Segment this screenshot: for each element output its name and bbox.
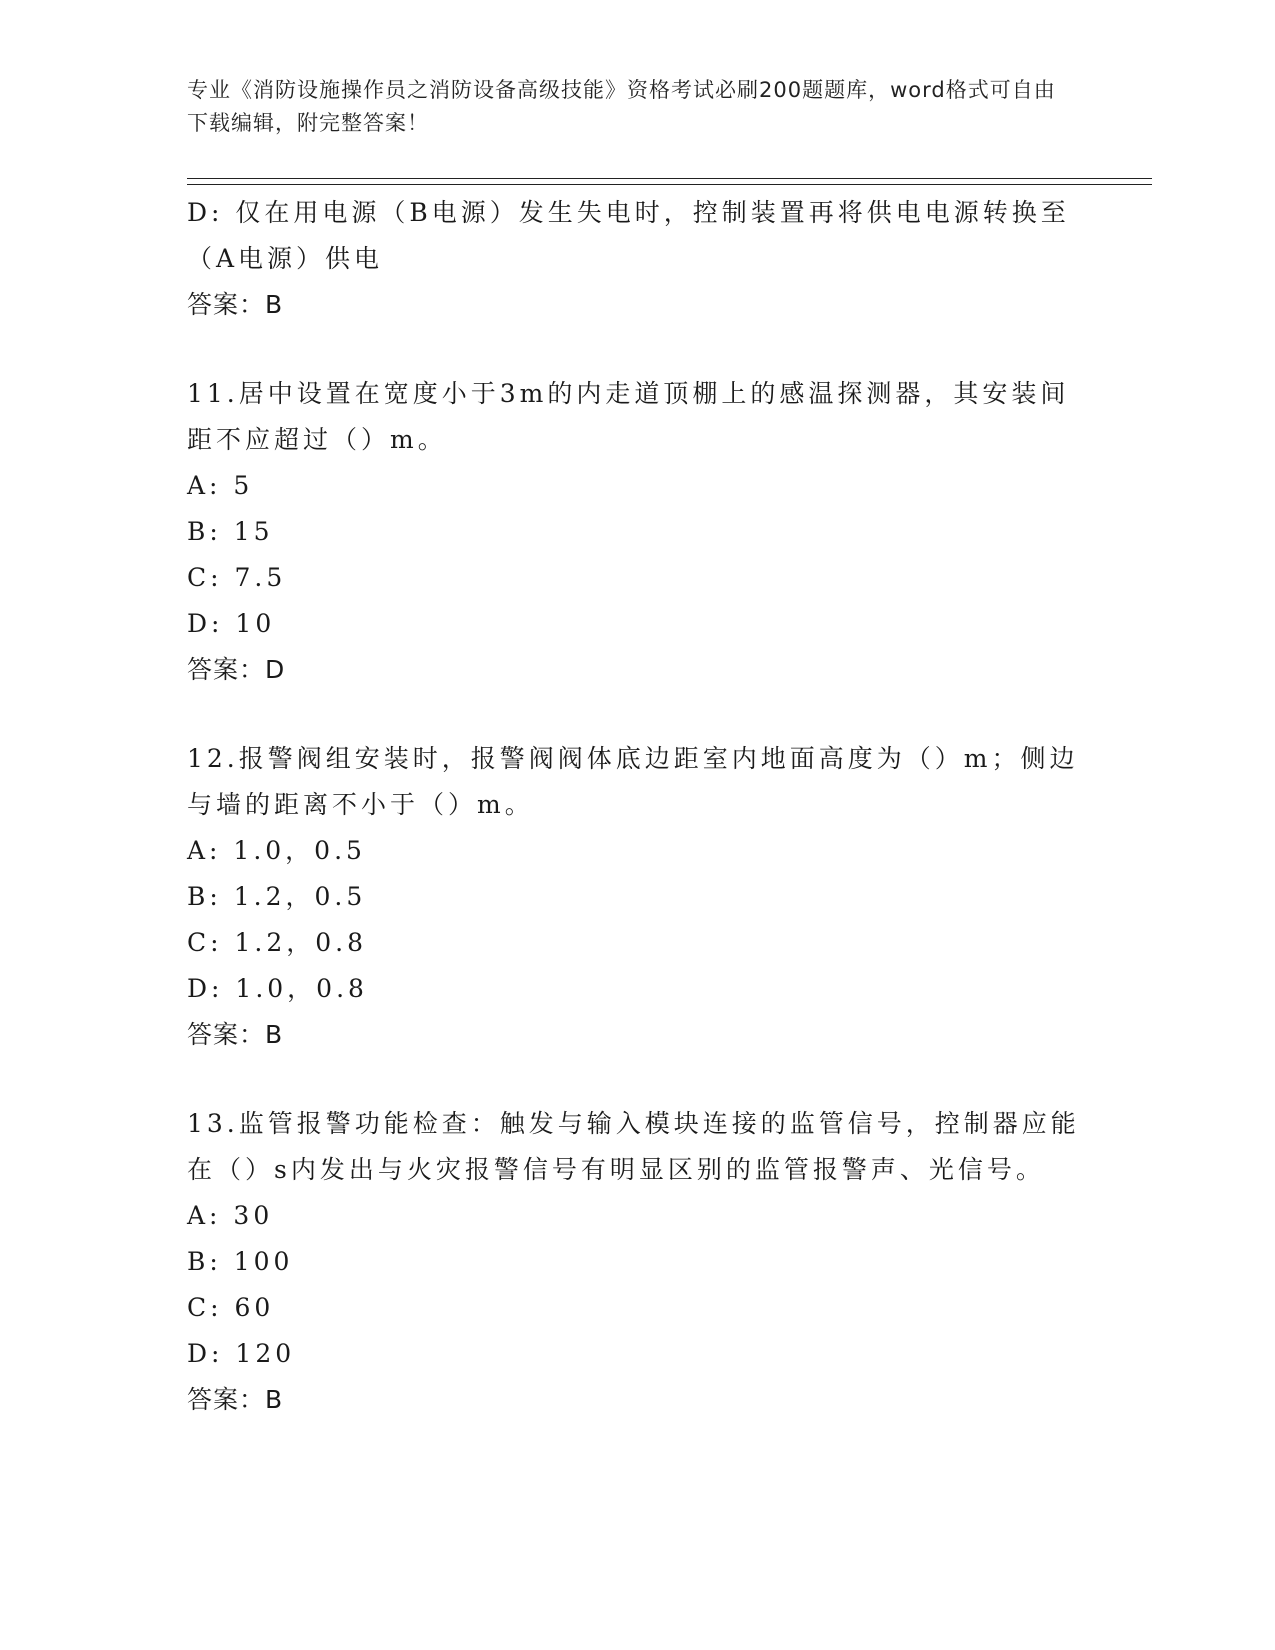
question-stem-line-1: 12.报警阀组安装时，报警阀阀体底边距室内地面高度为（）m；侧边 [187, 744, 1079, 773]
answer-line: 答案：B [187, 1020, 284, 1049]
answer-line: 答案：D [187, 655, 286, 684]
continued-question [187, 190, 1087, 327]
question-stem-line-2: 距不应超过（）m。 [187, 425, 447, 454]
option-c: C: 60 [187, 1293, 275, 1322]
option-d: D: 10 [187, 609, 276, 638]
option-a: A: 5 [187, 471, 254, 500]
answer-line: 答案：B [187, 1385, 284, 1414]
option-d: D: 120 [187, 1339, 296, 1368]
question-stem-line-1: 11.居中设置在宽度小于3m的内走道顶棚上的感温探测器，其安装间 [187, 379, 1070, 408]
header-divider-bottom [187, 184, 1152, 185]
question-stem-line-2: 在（）s内发出与火灾报警信号有明显区别的监管报警声、光信号。 [187, 1155, 1045, 1184]
document-header: 专业《消防设施操作员之消防设备高级技能》资格考试必刷200题题库，word格式可自由下载编辑，附完整答案！ [187, 78, 1056, 135]
answer-line: 答案：B [187, 290, 284, 319]
option-d: D: 1.0，0.8 [187, 974, 368, 1003]
question-13 [187, 1101, 1087, 1422]
header-divider-top [187, 178, 1152, 179]
option-c: C: 7.5 [187, 563, 287, 592]
option-d-line-2: （A电源）供电 [187, 244, 384, 273]
option-b: B: 100 [187, 1247, 294, 1276]
option-b: B: 1.2，0.5 [187, 882, 367, 911]
question-stem-line-1: 13.监管报警功能检查：触发与输入模块连接的监管信号，控制器应能 [187, 1109, 1080, 1138]
question-12 [187, 736, 1087, 1057]
option-c: C: 1.2，0.8 [187, 928, 368, 957]
option-a: A: 1.0，0.5 [187, 836, 366, 865]
question-stem-line-2: 与墙的距离不小于（）m。 [187, 790, 534, 819]
option-a: A: 30 [187, 1201, 274, 1230]
option-b: B: 15 [187, 517, 274, 546]
question-list [187, 190, 1087, 1422]
question-11 [187, 371, 1087, 692]
option-d-line-1: D: 仅在用电源（B电源）发生失电时，控制装置再将供电电源转换至 [187, 198, 1070, 227]
